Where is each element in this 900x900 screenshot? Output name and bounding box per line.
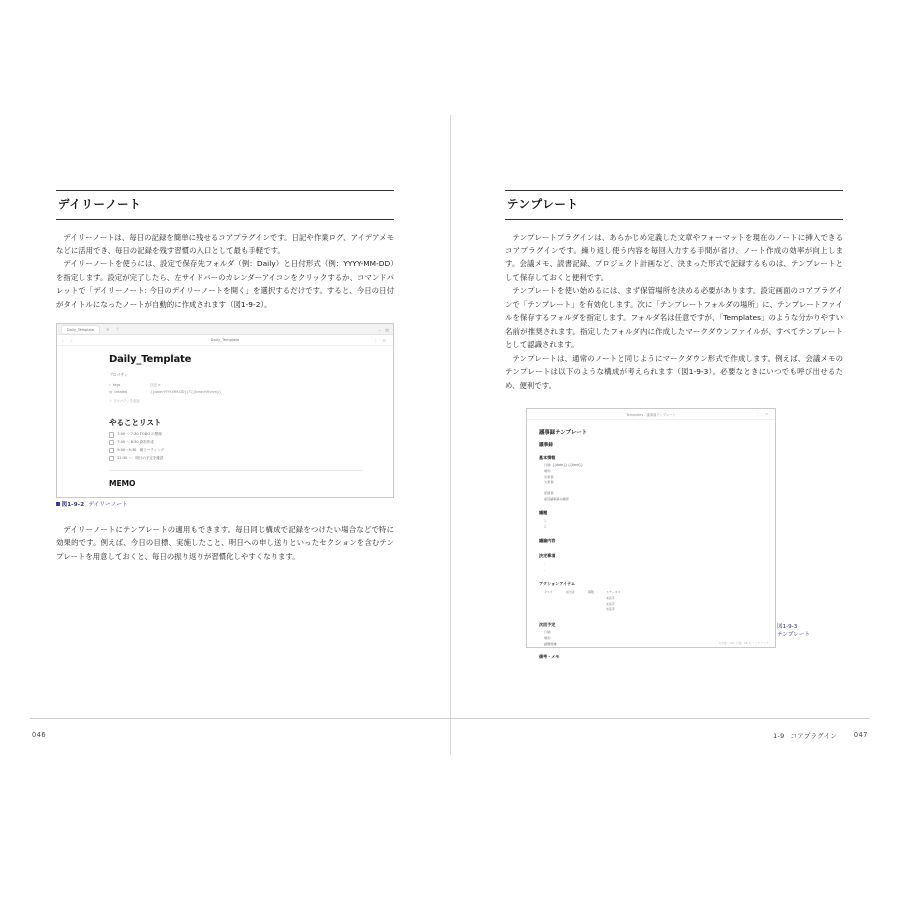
calendar-icon: ▤ bbox=[109, 390, 113, 395]
note-heading: Daily_Template bbox=[109, 354, 192, 366]
checkbox-icon[interactable] bbox=[109, 440, 114, 445]
minutes-heading: 議事録 bbox=[539, 443, 553, 449]
table-header-row bbox=[544, 590, 775, 594]
add-property-button[interactable]: ＋ プロパティを追加 bbox=[109, 399, 140, 404]
paragraph: デイリーノートを使うには、設定で保存先フォルダ（例：Daily）と日付形式（例：YYYY-MM-DD）を指定します。設定が完了したら、左サイドバーのカレンダーアイコンをクリックするか、コマンドパレットで「デイリーノート: 今日のデイリーノートを開く」を選択するだけです。すると、今日の日付がタイトルになったノートが自動的に作成されます（図1-9-2）。 bbox=[56, 259, 394, 309]
document-title: Daily_Template bbox=[210, 338, 240, 343]
tag-icon: ⌗ bbox=[109, 382, 111, 387]
agenda-heading: 議題 bbox=[539, 510, 548, 516]
checkbox-icon[interactable] bbox=[109, 456, 114, 461]
paragraph: テンプレートは、通常のノートと同じようにマークダウン形式で作成します。例えば、会議メモのテンプレートは以下のような構成が考えられます（図1-9-3）。必要なときにいつでも呼び出せるため、便利です。 bbox=[505, 353, 843, 390]
paragraph: テンプレートを使い始めるには、まず保管場所を決める必要があります。設定画面のコアプラグインで「テンプレート」を有効化します。次に「テンプレートフォルダの場所」に、テンプレートファイルを保存するフォルダを指定します。フォルダ名は任意ですが、「Templates」のような分かりやすい名前が推奨されます。指定したフォルダ内に作成したマークダウンファイルが、すべてテンプレートとして認識されます。 bbox=[505, 286, 843, 350]
notes-heading: 備考・メモ bbox=[539, 654, 560, 660]
action-items-heading: アクションアイテム bbox=[539, 581, 576, 587]
todo-heading: やることリスト bbox=[109, 418, 162, 428]
column-header: 期限 bbox=[588, 590, 594, 595]
figure-caption-text: テンプレート bbox=[777, 632, 811, 639]
cell bbox=[544, 596, 560, 600]
divider bbox=[109, 470, 363, 471]
page-number-right: 047 bbox=[853, 731, 868, 739]
memo-heading: MEMO bbox=[109, 478, 136, 488]
figure-template bbox=[505, 408, 843, 660]
plus-icon[interactable]: ＋ bbox=[115, 326, 120, 332]
tab-bar-right-icons bbox=[378, 327, 389, 332]
todo-label: 7:00 〜 7:30 TODO の整理 bbox=[117, 432, 162, 437]
top-bar-right-icons bbox=[756, 412, 770, 416]
page-title: テンプレート bbox=[507, 197, 579, 211]
app-top-bar bbox=[527, 409, 775, 420]
cell bbox=[544, 602, 560, 606]
list-item: - bbox=[544, 568, 546, 573]
left-section-heading bbox=[56, 190, 394, 220]
footer-rule-left bbox=[30, 718, 450, 719]
paragraph: デイリーノートにテンプレートの適用もできます。毎日同じ構成で記録をつけたい場合などで特に効果的です。例えば、今日の目標、実施したこと、明日への申し送りといったセクションを含むテンプレートを用意しておくと、毎日の振り返りが習慣化しやすくなります。 bbox=[56, 524, 394, 561]
cell bbox=[566, 607, 582, 611]
property-key bbox=[109, 383, 150, 387]
running-head-number: 1-9 bbox=[773, 732, 785, 740]
menu-icon[interactable]: ≡ bbox=[764, 412, 770, 417]
cell bbox=[588, 602, 600, 606]
status-bar: 文字数: 142 行数: 48 0 バックリンク bbox=[718, 641, 769, 646]
note-body bbox=[527, 420, 775, 660]
decisions-heading: 決定事項 bbox=[539, 553, 556, 559]
figure-daily-note bbox=[56, 323, 394, 509]
list-item: - bbox=[544, 562, 546, 567]
table-row bbox=[544, 602, 775, 606]
chevron-down-icon[interactable]: ⌄ bbox=[377, 326, 382, 332]
app-tab-bar bbox=[57, 324, 393, 335]
property-row[interactable] bbox=[109, 390, 393, 394]
figure-caption bbox=[56, 501, 394, 509]
right-section-heading bbox=[505, 190, 843, 220]
cell bbox=[588, 596, 600, 600]
list-item: 日時: {{date}} {{time}} bbox=[544, 463, 583, 468]
page-number-left: 046 bbox=[32, 731, 47, 739]
action-items-table bbox=[544, 590, 775, 611]
column-header: 担当者 bbox=[566, 590, 575, 595]
figure-caption bbox=[777, 623, 847, 640]
table-row bbox=[544, 596, 775, 600]
property-value: 日記 × bbox=[150, 383, 161, 388]
caption-marker-icon bbox=[56, 502, 60, 506]
document-title: Templates／議事録テンプレート bbox=[626, 412, 676, 417]
cell bbox=[588, 607, 600, 611]
left-page-content bbox=[56, 190, 394, 563]
discussion-heading: 議論内容 bbox=[539, 538, 556, 544]
list-item: 場所: bbox=[544, 635, 552, 640]
property-key bbox=[109, 390, 150, 394]
app-screenshot-template bbox=[526, 408, 776, 660]
note-heading: 議事録テンプレート bbox=[539, 430, 588, 437]
more-icon[interactable]: ⋮ bbox=[756, 412, 762, 417]
property-value: {{date:YYYY-MM-DD}}T{{time:HH:mm}} bbox=[150, 390, 222, 395]
property-key-label: created bbox=[114, 390, 128, 395]
next-meeting-heading: 次回予定 bbox=[539, 622, 556, 628]
table-row bbox=[544, 607, 775, 611]
cell: 未着手 bbox=[606, 601, 615, 606]
cell bbox=[544, 607, 560, 611]
figure-caption-text: デイリーノート bbox=[88, 502, 128, 509]
checkbox-icon[interactable] bbox=[109, 432, 114, 437]
chevron-right-icon[interactable]: › bbox=[71, 337, 76, 343]
running-head bbox=[773, 731, 837, 740]
note-body bbox=[57, 346, 393, 488]
todo-item[interactable] bbox=[109, 448, 393, 453]
list-item: 出席者: bbox=[544, 474, 555, 479]
basic-info-heading: 基本情報 bbox=[539, 455, 556, 461]
list-item: 1. bbox=[544, 519, 547, 524]
paragraph: テンプレートプラグインは、あらかじめ定義した文章やフォーマットを現在のノートに挿入できるコアプラグインです。繰り返し使う内容を毎回入力する手間が省け、ノート作成の効率が向上します。会議メモ、読書記録、プロジェクト計画など、決まった形式で記録するものは、テンプレートとして保存しておくと便利です。 bbox=[505, 232, 843, 282]
todo-label: 7:45 〜 8:30 資料作成 bbox=[117, 440, 154, 445]
cell: 未着手 bbox=[606, 596, 615, 601]
app-screenshot-daily bbox=[56, 323, 394, 498]
todo-item[interactable] bbox=[109, 432, 393, 437]
property-key-label: tags bbox=[112, 382, 121, 387]
property-row[interactable] bbox=[109, 382, 393, 387]
column-header: タスク bbox=[544, 590, 553, 595]
list-item: 2. bbox=[544, 525, 547, 530]
todo-label: 9:00〜9:30 朝ミーティング bbox=[117, 447, 165, 452]
chevron-left-icon[interactable]: ‹ bbox=[62, 337, 67, 343]
todo-label: 22:30 〜 明日の予定を確認 bbox=[117, 455, 164, 460]
list-item: 前回議事録の確認 bbox=[544, 496, 569, 501]
list-item: 場所: bbox=[544, 468, 552, 473]
right-page-content bbox=[505, 190, 843, 660]
sidebar-icon[interactable]: ▤ bbox=[385, 326, 389, 332]
tab-daily-template[interactable]: Daily_Template bbox=[61, 325, 100, 333]
menu-icon[interactable]: ≡ bbox=[382, 337, 388, 343]
column-header: ステータス bbox=[606, 590, 621, 595]
properties-label: プロパティ bbox=[109, 372, 128, 378]
list-item: 記録者: bbox=[544, 490, 555, 495]
todo-item[interactable] bbox=[109, 440, 393, 445]
running-head-title: コアプラグイン bbox=[790, 732, 837, 740]
footer-rule-right bbox=[450, 718, 870, 719]
paragraph: デイリーノートは、毎日の記録を簡単に残せるコアプラグインです。日記や作業ログ、アイデアメモなどに活用でき、毎日の記録を残す習慣の入口として最も手軽です。 bbox=[56, 232, 394, 255]
figure-number: 図1-9-2 bbox=[61, 502, 85, 509]
todo-item[interactable] bbox=[109, 456, 393, 461]
cell: 未着手 bbox=[606, 607, 615, 612]
list-item: 欠席者: bbox=[544, 480, 555, 485]
cell bbox=[566, 602, 582, 606]
checkbox-icon[interactable] bbox=[109, 448, 114, 453]
list-item: 議題候補: bbox=[544, 641, 558, 646]
app-top-bar bbox=[57, 335, 393, 346]
close-icon[interactable]: ✕ bbox=[106, 326, 110, 332]
figure-number: 図1-9-3 bbox=[777, 623, 798, 630]
list-item: 日時: bbox=[544, 630, 552, 635]
right-page bbox=[450, 0, 900, 900]
page-title: デイリーノート bbox=[58, 197, 142, 211]
more-icon[interactable]: ⋮ bbox=[372, 337, 380, 343]
cell bbox=[566, 596, 582, 600]
